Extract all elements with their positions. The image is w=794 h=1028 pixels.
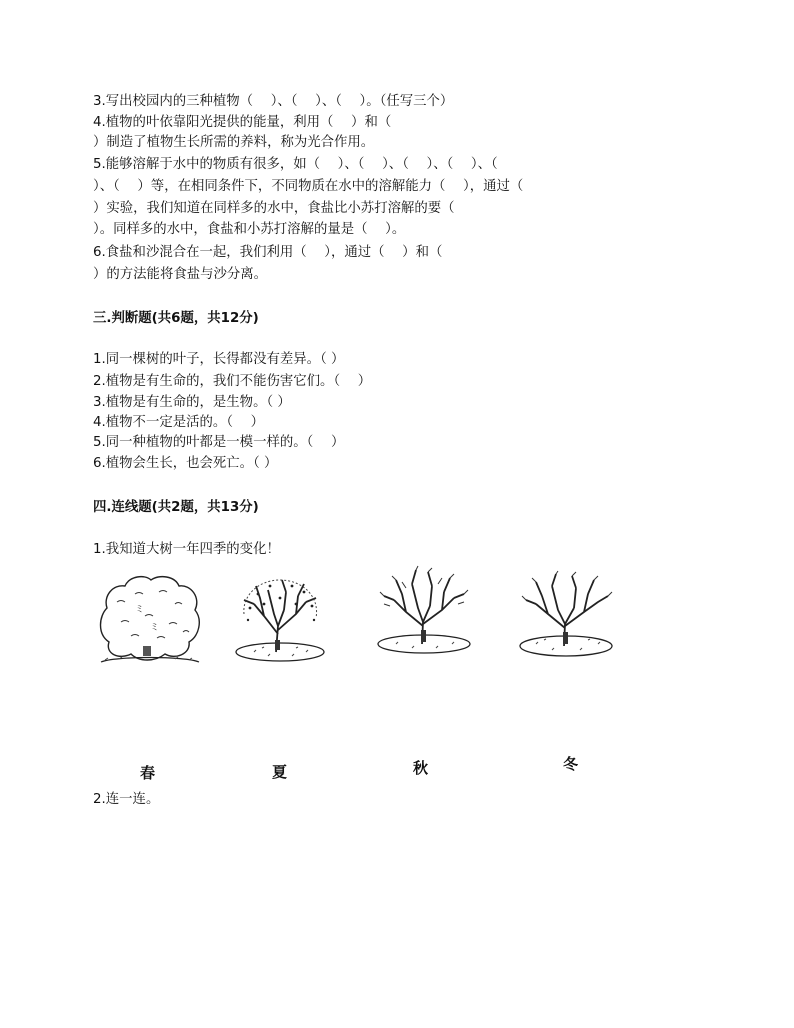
judge-item: 2.植物是有生命的，我们不能伤害它们。（ ） [93,374,372,389]
season-label-spring: 春 [140,764,156,782]
judge-item: 6.植物会生长，也会死亡。（ ） [93,456,278,471]
svg-text:ミ: ミ [150,623,160,633]
section-match-heading: 四.连线题(共2题，共13分) [93,500,259,515]
judge-item: 1.同一棵树的叶子，长得都没有差异。（ ） [93,352,345,367]
season-label-summer: 夏 [272,763,288,781]
question-5-line-4: ）。同样多的水中，食盐和小苏打溶解的量是（ ）。 [93,222,406,237]
leafy-tree-illustration [95,572,205,668]
sparse-leaf-tree-illustration [234,574,326,664]
question-4-line-1: 4.植物的叶依靠阳光提供的能量，利用（ ）和（ [93,115,392,130]
question-6-line-2: ）的方法能将食盐与沙分离。 [93,267,268,282]
question-5-line-2: ）、（ ）等，在相同条件下，不同物质在水中的溶解能力（ ），通过（ [93,179,524,194]
judge-item: 5.同一种植物的叶都是一模一样的。（ ） [93,435,345,450]
judge-item: 3.植物是有生命的，是生物。（ ） [93,395,291,410]
bare-winter-tree-illustration [376,564,472,656]
season-label-winter: 冬 [563,755,579,773]
judge-item: 4.植物不一定是活的。（ ） [93,415,265,430]
season-label-autumn: 秋 [413,759,429,777]
question-4-line-2: ）制造了植物生长所需的养料，称为光合作用。 [93,135,375,150]
question-5-line-1: 5.能够溶解于水中的物质有很多，如（ ）、（ ）、（ ）、（ ）、（ [93,157,498,172]
section-judge-heading: 三.判断题(共6题，共12分) [93,311,259,326]
match-question-1: 1.我知道大树一年四季的变化！ [93,542,280,557]
match-question-2: 2.连一连。 [93,792,160,807]
question-5-line-3: ）实验，我们知道在同样多的水中，食盐比小苏打溶解的要（ [93,201,455,216]
bare-tree-illustration [518,570,614,660]
svg-text:ミ: ミ [135,605,145,615]
question-6-line-1: 6.食盐和沙混合在一起，我们利用（ ），通过（ ）和（ [93,245,443,260]
question-3-line: 3.写出校园内的三种植物（ ）、（ ）、（ ）。（任写三个） [93,94,454,109]
